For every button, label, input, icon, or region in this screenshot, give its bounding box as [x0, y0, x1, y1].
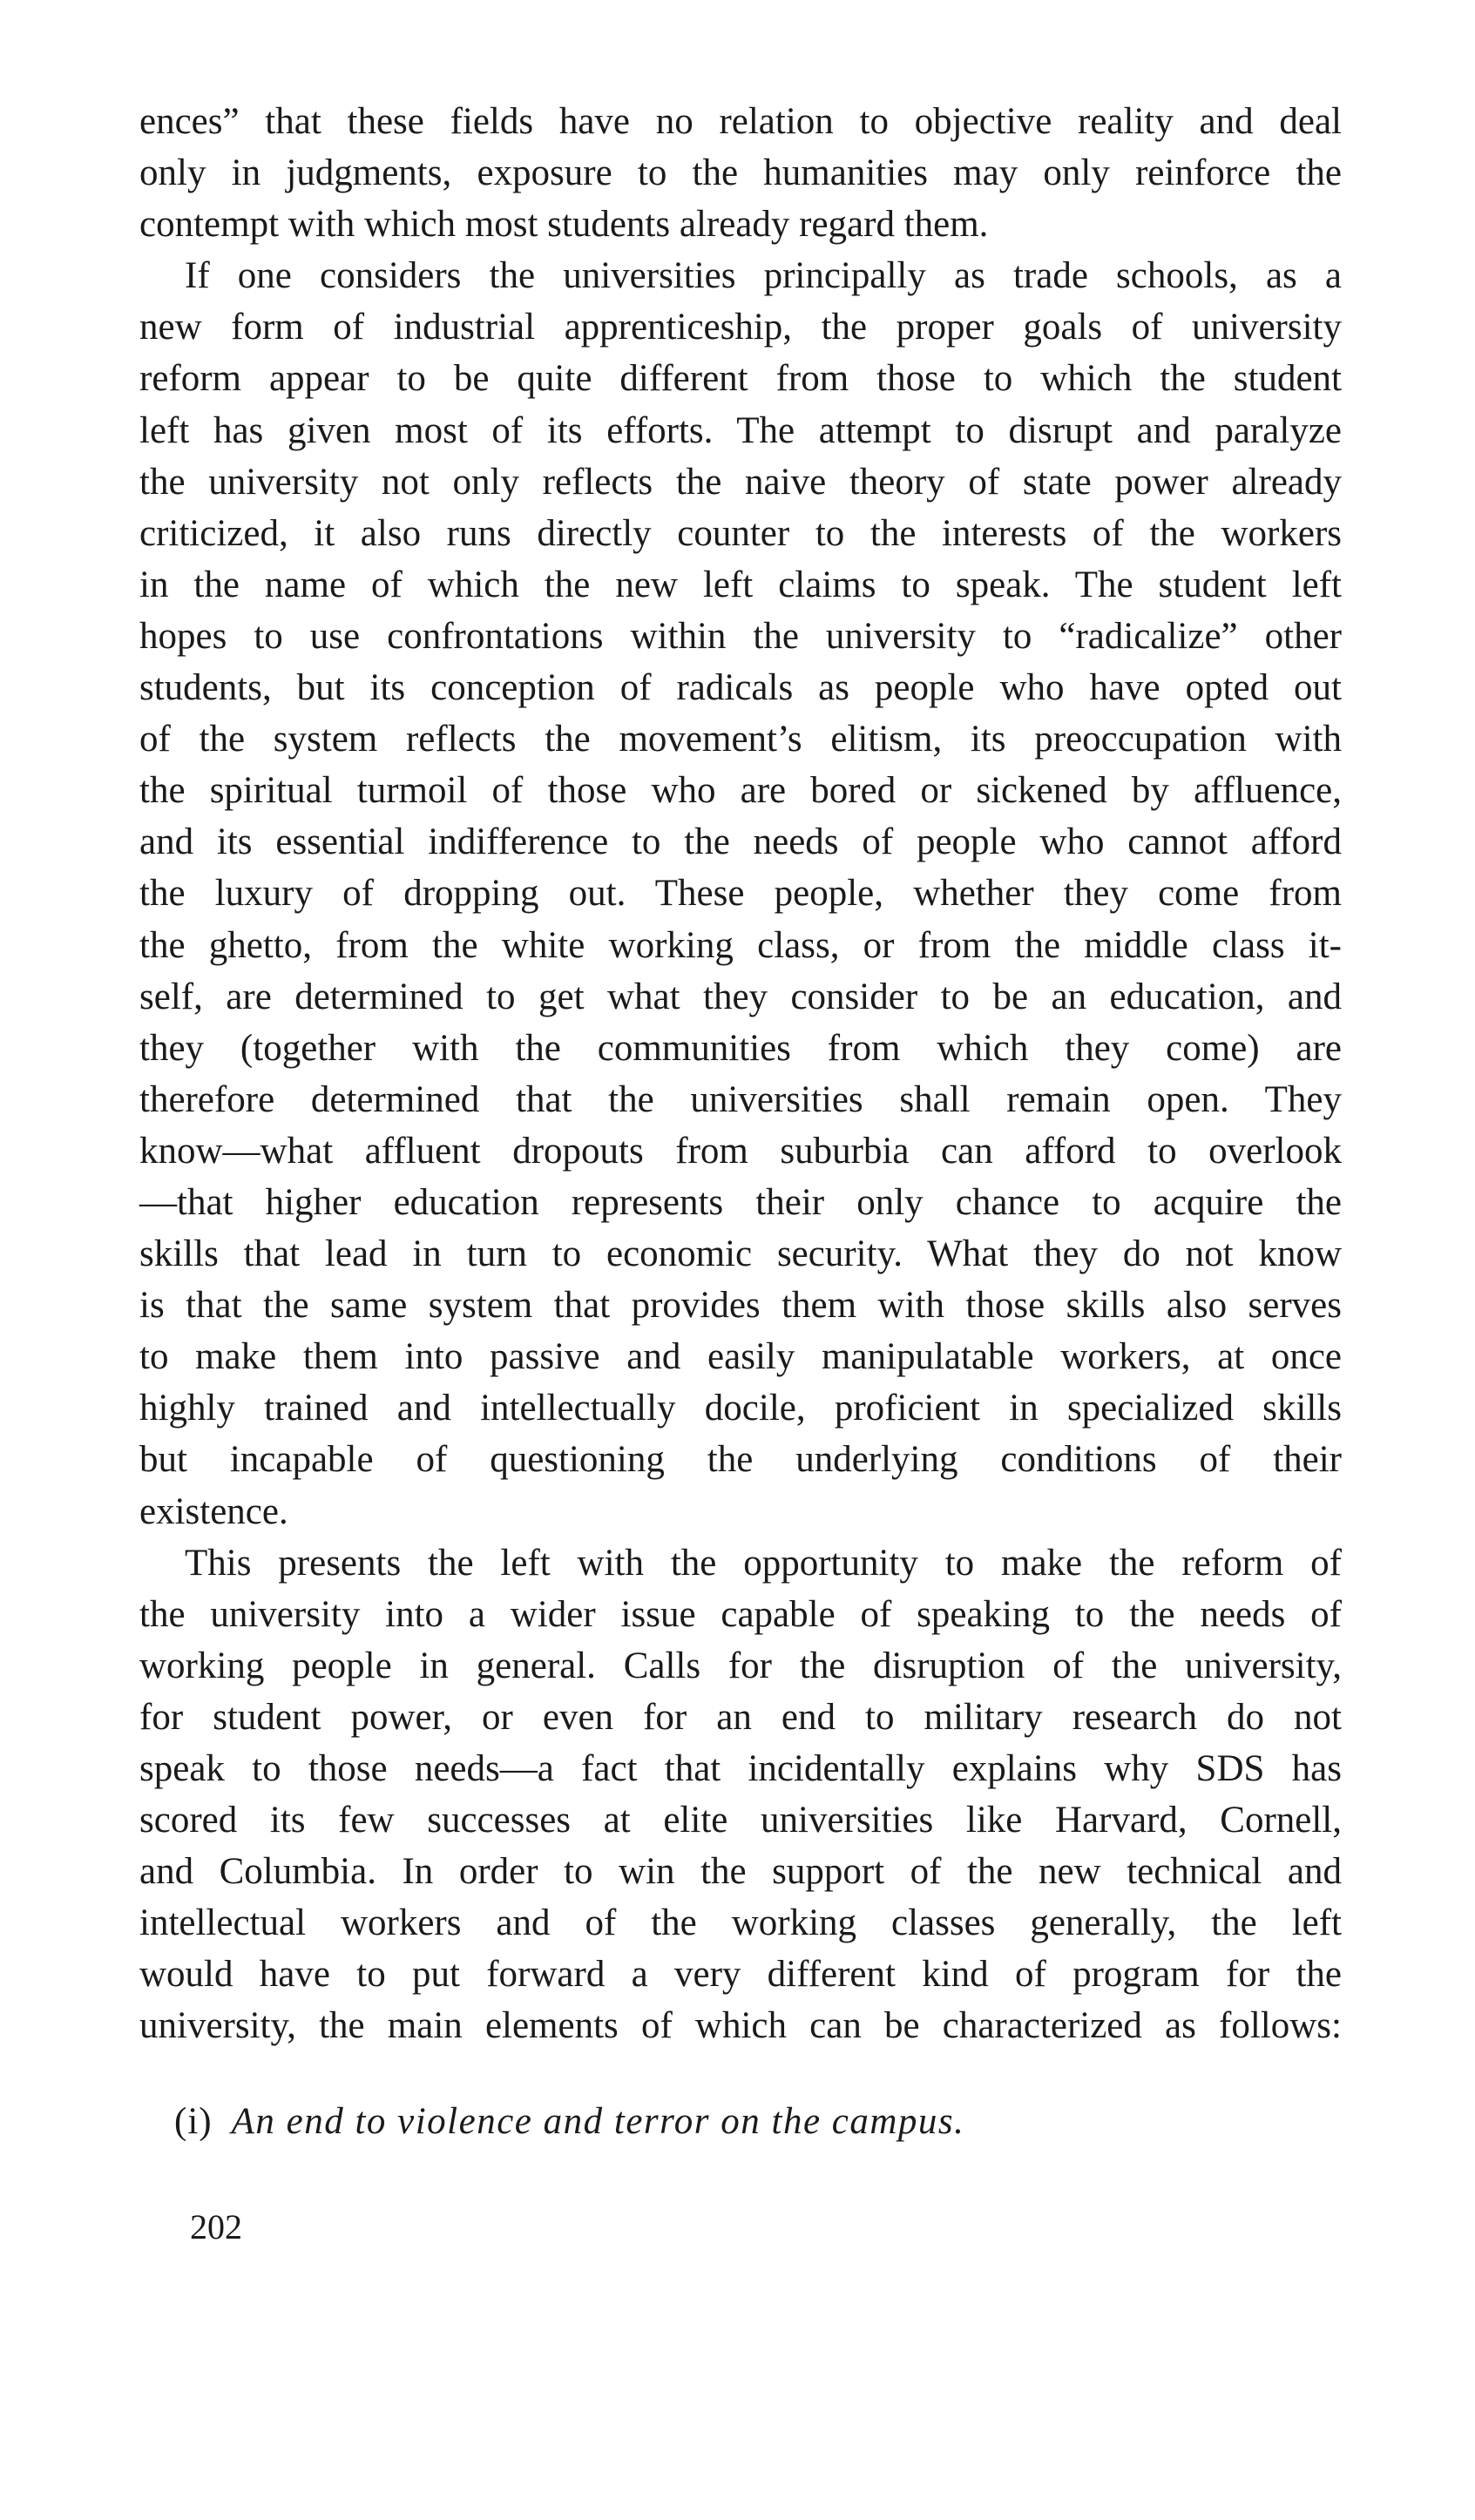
paragraph-3: [139, 1537, 1342, 2052]
text-line: in the name of which the new left claims to speak. The student left: [139, 564, 1342, 605]
text-line: they (together with the communities from which they come) are: [139, 1027, 1342, 1069]
text-line: for student power, or even for an end to military research do not: [139, 1696, 1342, 1738]
text-line: left has given most of its efforts. The attempt to disrupt and paralyze: [139, 409, 1342, 451]
text-line: would have to put forward a very different kind of program for the: [139, 1954, 1342, 1996]
text-line: know—what affluent dropouts from suburbia can afford to overlook: [139, 1130, 1342, 1172]
text-line: the luxury of dropping out. These people, whether they come from: [139, 873, 1342, 915]
text-line: the university into a wider issue capable of speaking to the needs of: [139, 1593, 1342, 1635]
text-line: skills that lead in turn to economic security. What they do not know: [139, 1233, 1342, 1275]
text-line: hopes to use confrontations within the university to “radicalize” other: [139, 615, 1342, 657]
text-line: self, are determined to get what they consider to be an education, and: [139, 976, 1342, 1017]
list-item-text: An end to violence and terror on the campus.: [231, 2100, 965, 2142]
text-line: intellectual workers and of the working classes generally, the left: [139, 1902, 1342, 1944]
text-line: and Columbia. In order to win the support of the new technical and: [139, 1851, 1342, 1893]
text-line: but incapable of questioning the underlying conditions of their: [139, 1439, 1342, 1481]
section-gap: [139, 2052, 1342, 2096]
text-line: working people in general. Calls for the disruption of the university,: [139, 1645, 1342, 1686]
text-line: This presents the left with the opportunity to make the reform of: [185, 1542, 1342, 1584]
text-line: only in judgments, exposure to the humanities may only reinforce the: [139, 152, 1342, 194]
text-line: is that the same system that provides them with those skills also serves: [139, 1285, 1342, 1327]
text-line: students, but its conception of radicals as people who have opted out: [139, 667, 1342, 709]
text-line: therefore determined that the universities shall remain open. They: [139, 1078, 1342, 1120]
text-line: the university not only reflects the naive theory of state power already: [139, 461, 1342, 503]
paragraph-1: [139, 96, 1342, 250]
paragraph-2: [139, 250, 1342, 1537]
text-line: to make them into passive and easily manipulatable workers, at once: [139, 1336, 1342, 1378]
text-line: of the system reflects the movement’s elitism, its preoccupation with: [139, 719, 1342, 760]
text-line: If one considers the universities principally as trade schools, as a: [185, 255, 1342, 297]
text-line: highly trained and intellectually docile, proficient in specialized skills: [139, 1388, 1342, 1429]
text-line: contempt with which most students already regard them.: [139, 204, 989, 246]
text-line: the spiritual turmoil of those who are bored or sickened by affluence,: [139, 770, 1342, 812]
text-line: ences” that these fields have no relation to objective reality and deal: [139, 101, 1342, 142]
text-line: criticized, it also runs directly counter to the interests of the workers: [139, 512, 1342, 554]
page-number: 202: [190, 2207, 242, 2246]
text-line: the ghetto, from the white working class, or from the middle class it-: [139, 924, 1342, 966]
list-marker: (i): [174, 2100, 213, 2142]
list-item: [139, 2096, 1342, 2147]
body-text: [139, 96, 1342, 2147]
text-line: —that higher education represents their only chance to acquire the: [139, 1181, 1342, 1223]
text-line: speak to those needs—a fact that incidentally explains why SDS has: [139, 1748, 1342, 1789]
text-line: university, the main elements of which can be characterized as follows:: [139, 2005, 1342, 2047]
text-line: and its essential indifference to the needs of people who cannot afford: [139, 821, 1342, 863]
text-line: new form of industrial apprenticeship, the proper goals of university: [139, 307, 1342, 348]
text-line: scored its few successes at elite universities like Harvard, Cornell,: [139, 1800, 1342, 1841]
text-line: existence.: [139, 1490, 288, 1532]
text-line: reform appear to be quite different from those to which the student: [139, 358, 1342, 400]
